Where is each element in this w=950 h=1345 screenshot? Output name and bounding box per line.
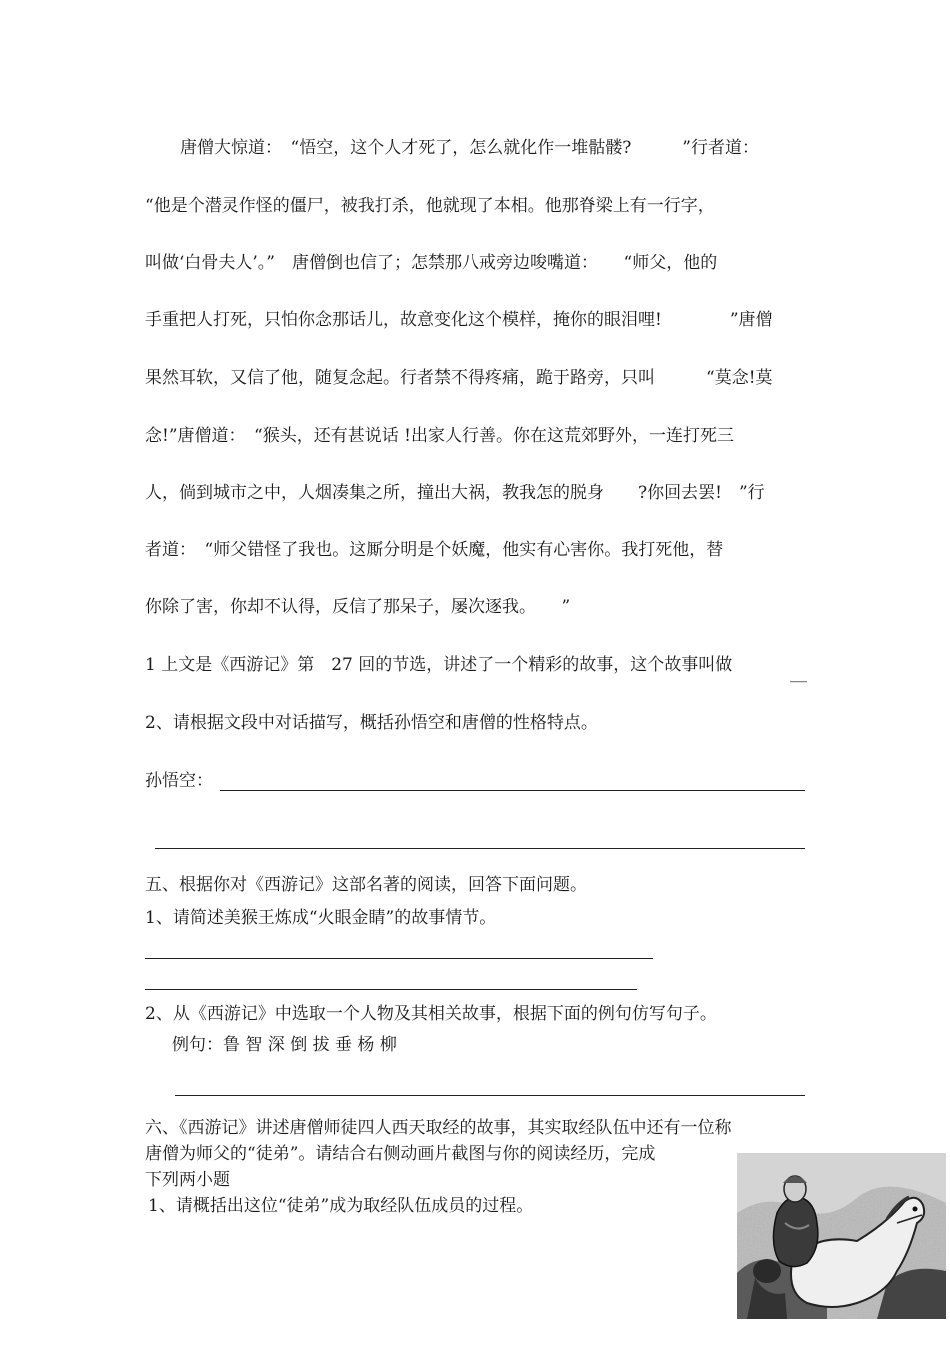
question-1-blank: __ <box>790 663 807 683</box>
passage-line: 念!”唐僧道： “猴头，还有甚说话 !出家人行善。你在这荒郊野外，一连打死三 <box>145 426 734 446</box>
section-5-question-2: 2、从《西游记》中选取一个人物及其相关故事，根据下面的例句仿写句子。 <box>145 1004 717 1024</box>
passage-line: 叫做‘白骨夫人’。” 唐僧倒也信了；怎禁那八戒旁边唆嘴道： “师父，他的 <box>145 253 718 273</box>
passage-line: 唐僧大惊道： “悟空，这个人才死了，怎么就化作一堆骷髅? ”行者道： <box>180 138 759 158</box>
section-5-question-1: 1、请简述美猴王炼成“火眼金睛”的故事情节。 <box>145 908 497 928</box>
passage-line: 你除了害，你却不认得，反信了那呆子，屡次逐我。 ” <box>145 597 571 617</box>
cartoon-screenshot <box>737 1153 946 1319</box>
answer-line-tang-seng[interactable] <box>155 848 805 849</box>
answer-line[interactable] <box>175 1095 805 1096</box>
section-5-title: 五、根据你对《西游记》这部名著的阅读，回答下面问题。 <box>145 875 587 895</box>
section-6-line: 六、《西游记》讲述唐僧师徒四人西天取经的故事，其实取经队伍中还有一位称 <box>145 1118 732 1138</box>
question-1: 1 上文是《西游记》第 27 回的节选，讲述了一个精彩的故事，这个故事叫做 <box>145 655 733 675</box>
passage-line: 果然耳软，又信了他，随复念起。行者禁不得疼痛，跪于路旁，只叫 “莫念!莫 <box>145 368 773 388</box>
answer-line[interactable] <box>145 989 637 990</box>
section-6-line: 唐僧为师父的“徒弟”。请结合右侧动画片截图与你的阅读经历，完成 <box>145 1144 656 1164</box>
example-sentence: 例句：鲁 智 深 倒 拔 垂 杨 柳 <box>172 1035 397 1055</box>
passage-line: 人，倘到城市之中，人烟凑集之所，撞出大祸，教我怎的脱身 ?你回去罢! ”行 <box>145 483 765 503</box>
answer-line-sun-wukong[interactable] <box>220 790 805 791</box>
passage-line: 手重把人打死，只怕你念那话儿，故意变化这个模样，掩你的眼泪哩! ”唐僧 <box>145 310 773 330</box>
passage-line: 者道： “师父错怪了我也。这厮分明是个妖魔，他实有心害你。我打死他，替 <box>145 540 724 560</box>
section-6-question-1: 1、请概括出这位“徒弟”成为取经队伍成员的过程。 <box>148 1196 534 1216</box>
question-2: 2、请根据文段中对话描写，概括孙悟空和唐僧的性格特点。 <box>145 713 598 733</box>
answer-label-sun-wukong: 孙悟空： <box>145 771 213 791</box>
passage-line: “他是个潜灵作怪的僵尸，被我打杀，他就现了本相。他那脊梁上有一行字， <box>145 196 715 216</box>
section-6-line: 下列两小题 <box>145 1170 230 1190</box>
answer-line[interactable] <box>145 958 653 959</box>
